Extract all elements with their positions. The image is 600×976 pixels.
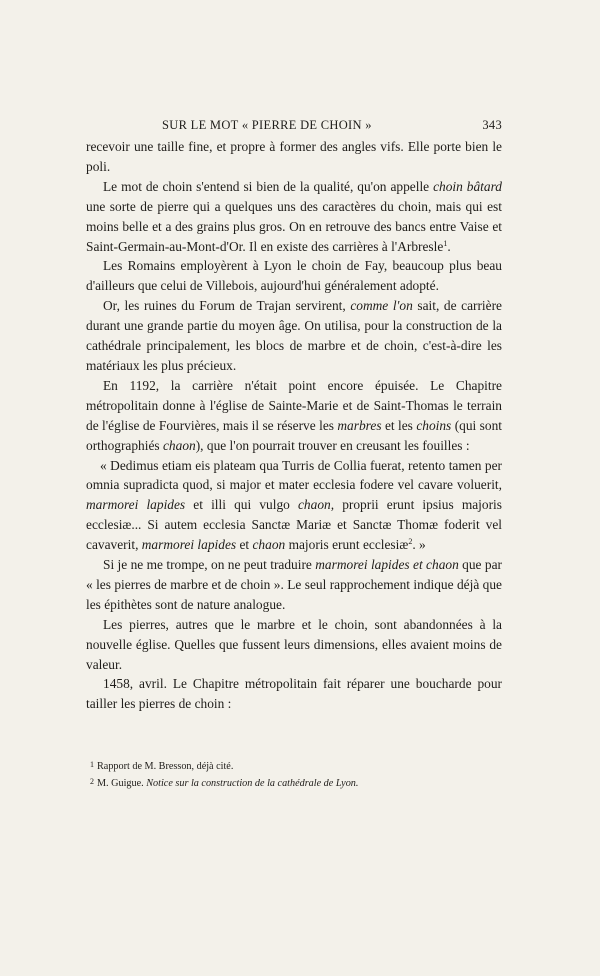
text-run: « Dedimus etiam eis plateam qua Turris de Collia fuerat, retento tamen per omnia supradicta quod, si major et mater ecclesia fodere vel cavare voluerit,	[86, 457, 502, 493]
footnote	[90, 758, 502, 775]
text-run: .	[447, 238, 451, 254]
paragraph	[86, 256, 502, 296]
italic-text: chaon	[162, 437, 196, 453]
paragraph	[86, 137, 502, 177]
text-run: sait, de carrière durant une grande partie du moyen âge. On utilisa, pour la construction de la cathédrale principalement, les blocs de marbre et de choin, c'est-à-dire les matériaux les plus précieux.	[86, 298, 502, 373]
text-run: et illi qui vulgo	[185, 497, 298, 513]
italic-text: comme l'on	[350, 298, 413, 314]
latin-quotation	[86, 456, 502, 556]
running-title: SUR LE MOT « PIERRE DE CHOIN »	[162, 118, 372, 132]
paragraph	[86, 615, 502, 675]
italic-text: marmorei lapides	[86, 497, 186, 513]
text-run: proprii erunt ipsius majoris ecclesiæ... Si autem ecclesia Sanctæ Mariæ et Sanctæ Thomæ foderit vel cavaverit,	[86, 497, 502, 553]
italic-text: marmorei lapides	[141, 537, 237, 553]
text-run: recevoir une taille fine, et propre à former des angles vifs. Elle porte bien le poli.	[86, 139, 502, 174]
footnotes	[90, 758, 502, 791]
text-run: Le mot de choin s'entend si bien de la qualité, qu'on appelle	[103, 178, 434, 194]
italic-text: Notice sur la construction de la cathédrale de Lyon.	[146, 777, 359, 789]
paragraph	[86, 555, 502, 615]
text-run: M. Guigue.	[97, 777, 147, 789]
italic-text: marmorei lapides et chaon	[315, 557, 459, 573]
text-run: Rapport de M. Bresson, déjà cité.	[97, 761, 234, 772]
italic-text: choins	[416, 417, 452, 433]
footnote-mark: 2	[90, 776, 94, 786]
text-run: Les Romains employèrent à Lyon le choin de Fay, beaucoup plus beau d'ailleurs que celui de Villebois, aujourd'hui généralement adopté.	[86, 258, 502, 294]
paragraph	[86, 177, 502, 257]
footnote-mark: 1	[90, 760, 94, 769]
text-run: et les	[381, 417, 417, 433]
italic-text: choin bâtard	[433, 178, 502, 194]
text-run: que par « les pierres de marbre et de choin ». Le seul rapprochement indique déjà que les épithètes sont de nature analogue.	[86, 557, 502, 612]
italic-text: marbres	[337, 417, 382, 433]
footnote	[90, 775, 502, 792]
text-run: ), que l'on pourrait trouver en creusant les fouilles :	[195, 437, 470, 453]
text-run: . »	[412, 537, 426, 553]
paragraph	[86, 674, 502, 714]
footnote-ref: 1	[443, 238, 448, 248]
text-run: 1458, avril. Le Chapitre métropolitain fait réparer une boucharde pour tailler les pierres de choin :	[86, 676, 502, 712]
text-run: Les pierres, autres que le marbre et le choin, sont abandonnées à la nouvelle église. Quelles que fussent leurs dimensions, elles avaient moins de valeur.	[86, 616, 502, 672]
page-number: 343	[482, 118, 502, 132]
italic-text: chaon	[252, 537, 286, 553]
text-run: et	[236, 537, 253, 553]
text-run: majoris erunt ecclesiæ	[285, 537, 409, 553]
paragraph	[86, 296, 502, 376]
text-run: une sorte de pierre qui a quelques uns des caractères du choin, mais qui est moins belle et a des grains plus gros. On en retrouve des bancs entre Vaise et Saint-Germain-au-Mont-d'Or. Il en existe des carrières à l'Arbresle	[86, 198, 502, 254]
italic-text: chaon,	[297, 497, 335, 513]
text-run: Or, les ruines du Forum de Trajan servirent,	[103, 298, 351, 314]
body-text	[86, 137, 502, 714]
paragraph	[86, 376, 502, 456]
text-run: En 1192, la carrière n'était point encore épuisée. Le Chapitre métropolitain donne à l'église de Sainte-Marie et de Saint-Thomas le terrain de l'église de Fourvières, mais il se réserve les	[86, 377, 502, 433]
text-run: (qui sont orthographiés	[86, 417, 502, 453]
text-run: Si je ne me trompe, on ne peut traduire	[103, 557, 316, 573]
footnote-ref: 2	[408, 537, 413, 547]
